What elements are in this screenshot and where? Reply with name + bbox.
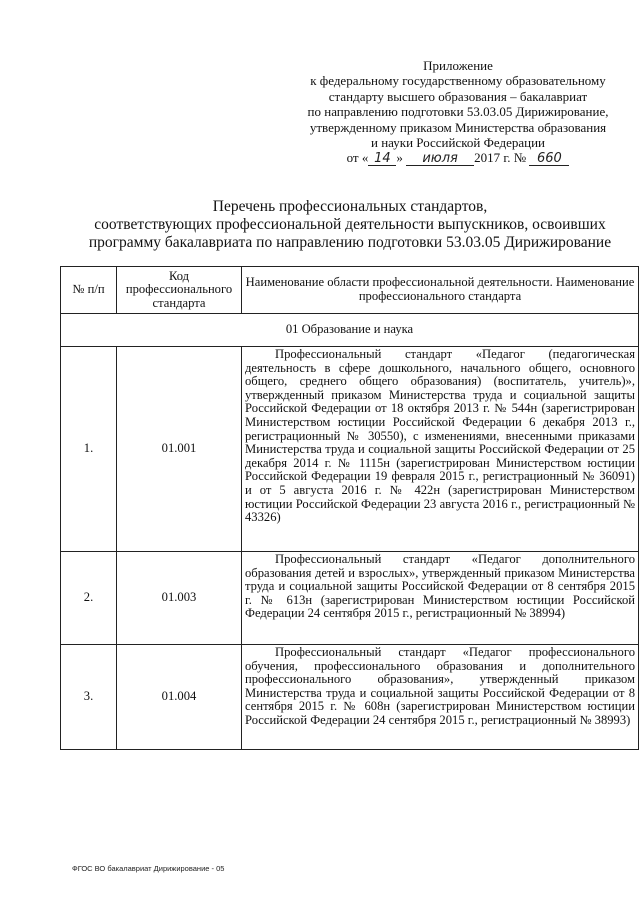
header-name: Наименование области профессиональной деятельности. Наименование профессионального стандарта [242, 267, 639, 314]
row-number: 1. [61, 347, 117, 552]
table-header-row [61, 267, 639, 314]
section-title: 01 Образование и наука [61, 314, 639, 347]
handwritten-order-number: 660 [529, 152, 569, 166]
handwritten-day: 14 [368, 152, 396, 166]
table-row [61, 552, 639, 645]
section-row [61, 314, 639, 347]
title-line: Перечень профессиональных стандартов, [212, 198, 488, 215]
row-description-text: Профессиональный стандарт «Педагог дополнительного образования детей и взрослых», утвержденный приказом Министерства труда и социальной защиты Российской Федерации от 8 сентября 2015 г. № 613н (зарегистрирован Министерством юстиции Российской Федерации 24 сентября 2015 г., регистрационный № 38994) [245, 552, 635, 621]
appendix-line: и науки Российской Федерации [370, 135, 545, 151]
date-year: 2017 г. № [474, 150, 527, 166]
table-row [61, 645, 639, 750]
standards-table [60, 266, 639, 750]
row-code: 01.003 [117, 552, 242, 645]
table-row [61, 347, 639, 552]
title-line: соответствующих профессиональной деятельности выпускников, освоивших [94, 216, 606, 233]
row-description-text: Профессиональный стандарт «Педагог профессионального обучения, профессионального образования и дополнительного профессионального образования», утвержденный приказом Министерства труда и социальной защиты Российской Федерации от 8 сентября 2015 г. № 608н (зарегистрирован Министерством юстиции Российской Федерации 24 сентября 2015 г., регистрационный № 38993) [245, 645, 635, 727]
date-separator: » [396, 150, 403, 166]
row-description [242, 552, 639, 645]
handwritten-month: июля [406, 152, 474, 166]
appendix-line: к федеральному государственному образовательному [310, 73, 606, 89]
header-code: Код профессионального стандарта [117, 267, 242, 314]
appendix-line: стандарту высшего образования – бакалавриат [328, 88, 588, 104]
appendix-line: утвержденному приказом Министерства образования [309, 119, 607, 135]
row-description-text: Профессиональный стандарт «Педагог (педагогическая деятельность в сфере дошкольного, начального общего, основного общего, среднего общего образования) (воспитатель, учитель)», утвержденный приказом Министерства труда и социальной защиты Российской Федерации от 18 октября 2013 г. № 544н (зарегистрирован Министерством юстиции Российской Федерации 6 декабря 2013 г., регистрационный № 30550), с изменениями, внесенными приказами Министерства труда и социальной защиты Российской Федерации от 25 декабря 2014 г. № 1115н (зарегистрирован Министерством юстиции Российской Федерации 19 февраля 2015 г., регистрационный № 36091) и от 5 августа 2016 г. № 422н (зарегистрирован Министерством юстиции Российской Федерации 23 августа 2016 г., регистрационный № 43326) [245, 347, 635, 525]
title-line: программу бакалавриата по направлению подготовки 53.03.05 Дирижирование [88, 234, 612, 251]
appendix-line: по направлению подготовки 53.03.05 Дирижирование, [307, 104, 609, 120]
document-title [60, 198, 640, 252]
row-description [242, 347, 639, 552]
page-footer: ФГОС ВО бакалавриат Дирижирование - 05 [72, 864, 225, 873]
header-number: № п/п [61, 267, 117, 314]
row-code: 01.001 [117, 347, 242, 552]
date-prefix: от « [346, 150, 369, 166]
appendix-block [300, 58, 616, 166]
order-date-line [300, 150, 616, 166]
row-code: 01.004 [117, 645, 242, 750]
row-description [242, 645, 639, 750]
appendix-label: Приложение [423, 58, 493, 73]
row-number: 2. [61, 552, 117, 645]
row-number: 3. [61, 645, 117, 750]
